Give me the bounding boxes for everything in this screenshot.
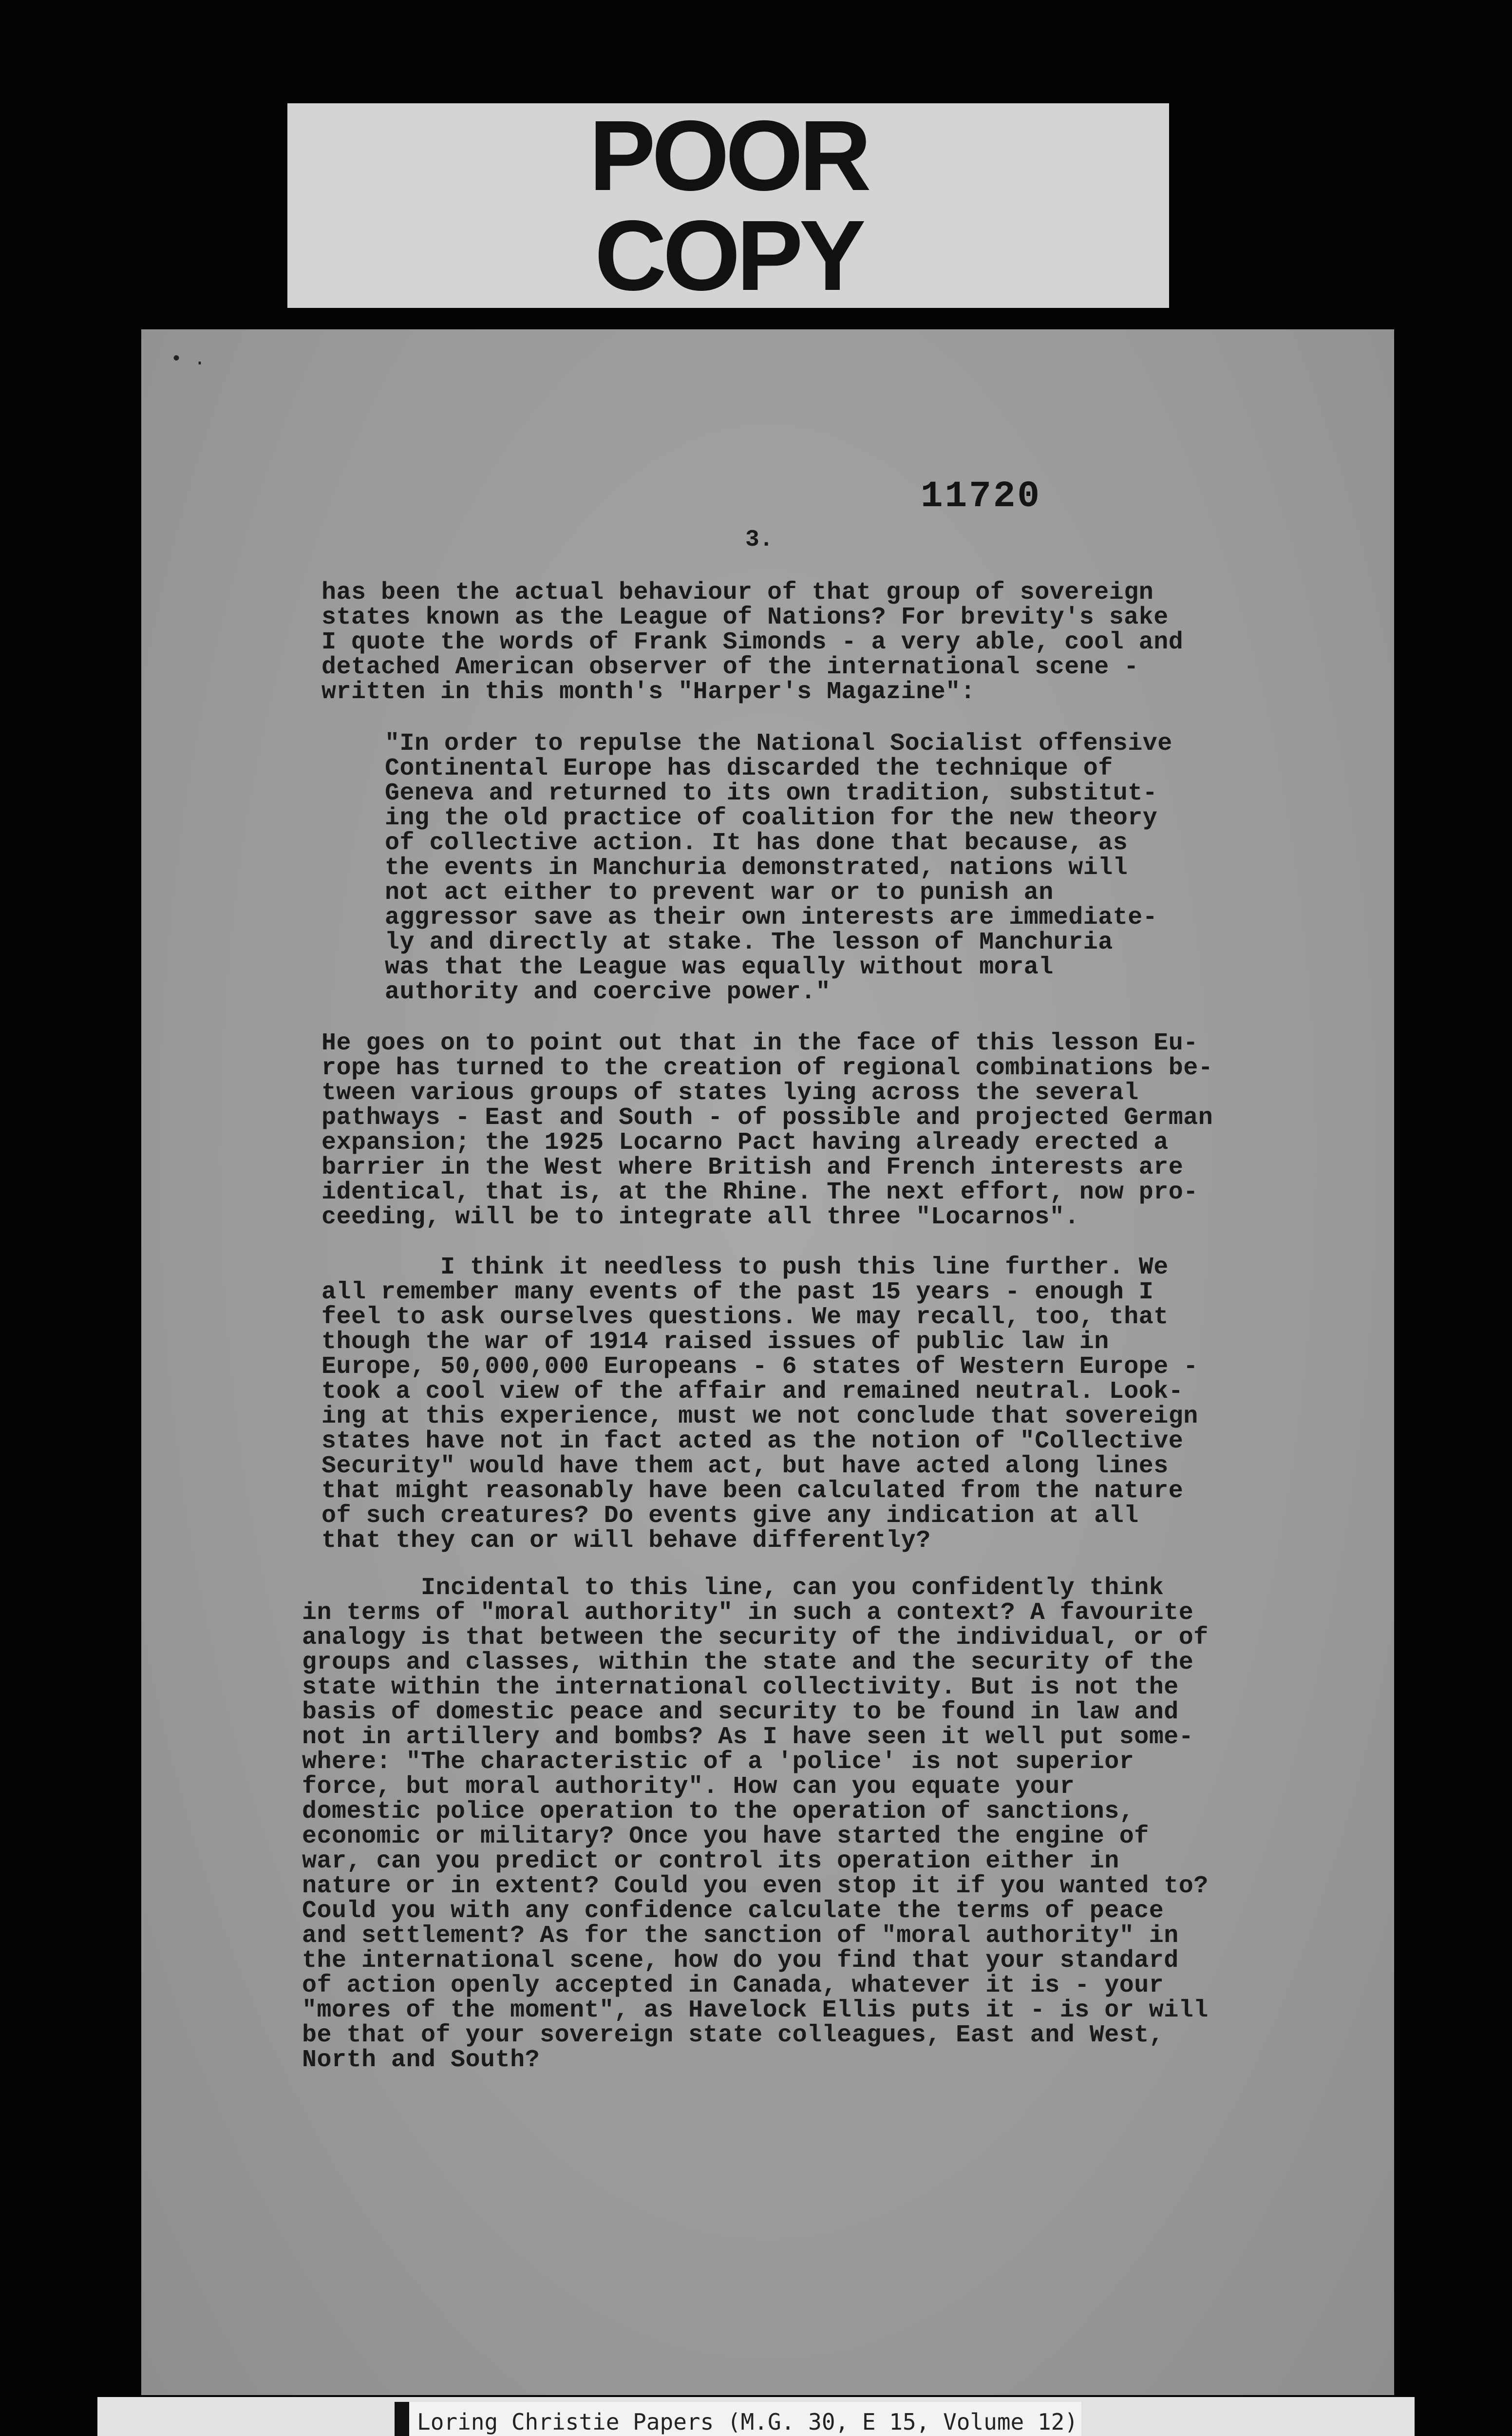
public-archives-card [97, 2397, 1415, 2436]
poor-copy-stamp [287, 100, 1169, 311]
document-number: 11720 [921, 476, 1042, 517]
stamp-line-1: POOR [589, 100, 868, 211]
paragraph-1: has been the actual behaviour of that group of sovereign states known as the League of Nations? For brevity's sake I quote the words of Frank Simonds - a very able, cool and detached American observer of the international scene - written in this month's "Harper's Magazine": [321, 579, 1184, 706]
stamp-line-2: COPY [594, 200, 862, 311]
reference-label: Loring Christie Papers (M.G. 30, E 15, Volume 12) [417, 2409, 1078, 2435]
page-number: 3. [745, 527, 774, 553]
block-quote: "In order to repulse the National Socialist offensive Continental Europe has discarded the technique of Geneva and returned to its own tradition, substitut- ing the old practice of coalition for the new theory of collective action. It has done that because, as the events in Manchuria demonstrated, nations will not act either to prevent war or to punish an aggressor save as their own interests are immediate- ly and directly at stake. The lesson of Manchuria was that the League was equally without moral authority and coercive power." [385, 730, 1172, 1006]
paragraph-2: He goes on to point out that in the face of this lesson Eu- rope has turned to the creation of regional combinations be- tween various groups of states lying across the several pathways - East and South - of possible and projected German expansion; the 1925 Locarno Pact having already erected a barrier in the West where British and French interests are identical, that is, at the Rhine. The next effort, now pro- ceeding, will be to integrate all three "Locarnos". [321, 1029, 1213, 1231]
reference-strip [395, 2402, 1081, 2436]
paragraph-3: I think it needless to push this line further. We all remember many events of the past 15 years - enough I feel to ask ourselves questions. We may recall, too, that though the war of 1914 raised issues of public law in Europe, 50,000,000 Europeans - 6 states of Western Europe - took a cool view of the affair and remained neutral. Look- ing at this experience, must we not conclude that sovereign states have not in fact acted as the notion of "Collective Security" would have them act, but have acted along lines that might reasonably have been calculated from the nature of such creatures? Do events give any indication at all that they can or will behave differently? [321, 1254, 1198, 1555]
document-page [141, 329, 1394, 2395]
corner-mark: • . [170, 349, 206, 371]
paragraph-4: Incidental to this line, can you confidently think in terms of "moral authority" in such a context? A favourite analogy is that between the security of the individual, or of groups and classes, within the state and the security of the state within the international collectivity. But is not the basis of domestic peace and security to be found in law and not in artillery and bombs? As I have seen it well put some- where: "The characteristic of a 'police' is not superior force, but moral authority". How can you equate your domestic police operation to the operation of sanctions, economic or military? Once you have started the engine of war, can you predict or control its operation either in nature or in extent? Could you even stop it if you wanted to? Could you with any confidence calculate the terms of peace and settlement? As for the sanction of "moral authority" in the international scene, how do you find that your standard of action openly accepted in Canada, whatever it is - your "mores of the moment", as Havelock Ellis puts it - is or will be that of your sovereign state colleagues, East and West, North and South? [302, 1574, 1209, 2074]
